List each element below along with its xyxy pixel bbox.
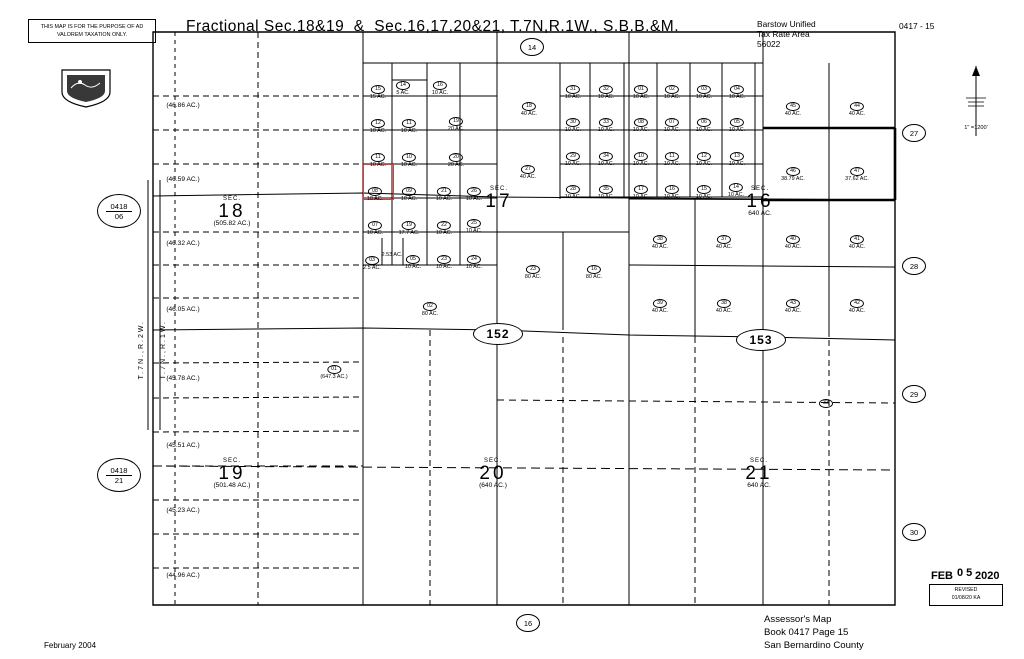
west-acreage-label: (46.05 AC.) xyxy=(166,306,200,313)
parcel-label xyxy=(845,160,869,183)
section-label xyxy=(479,458,507,490)
parcel-label xyxy=(401,112,417,135)
section-number: 19 xyxy=(218,463,246,484)
section-label xyxy=(485,186,512,211)
parcel-number: 07 xyxy=(368,221,382,230)
tax-rate-area-line-1: Barstow Unified xyxy=(757,19,816,29)
parcel-number: 43 xyxy=(786,299,800,308)
parcel-acreage: 10 AC. xyxy=(632,194,650,201)
parcel-label xyxy=(405,248,421,271)
parcel-number: 24 xyxy=(467,255,481,264)
parcel-number: 14 xyxy=(729,183,743,192)
parcel-label xyxy=(448,146,464,169)
parcel-number: 21 xyxy=(437,187,451,196)
assessor-line-3: San Bernardino County xyxy=(764,640,864,651)
parcel-acreage: 40 AC. xyxy=(848,111,866,118)
parcel-label xyxy=(729,78,745,101)
parcel-number: 45 xyxy=(786,102,800,111)
section-acreage: (501.48 AC.) xyxy=(213,482,251,489)
parcel-number: 19 xyxy=(449,117,463,126)
tax-rate-area-line-2: Tax Rate Area xyxy=(757,29,810,39)
tax-rate-area-line-3: 56022 xyxy=(757,39,781,49)
highway-shield: 153 xyxy=(736,329,786,351)
parcel-acreage: 40 AC. xyxy=(715,308,733,315)
parcel-acreage: 10 AC. xyxy=(564,194,582,201)
parcel-number: 30 xyxy=(566,118,580,127)
parcel-number: 44 xyxy=(850,102,864,111)
book-number: 0418 xyxy=(110,201,128,211)
parcel-label xyxy=(785,292,801,315)
parcel-acreage: 2.53 AC. xyxy=(381,252,403,258)
parcel-number: 09 xyxy=(402,187,416,196)
parcel-number: 37 xyxy=(717,235,731,244)
county-seal xyxy=(58,66,114,108)
parcel-acreage: 40 AC. xyxy=(784,111,802,118)
parcel-number: 34 xyxy=(599,152,613,161)
parcel-acreage: 10 AC. xyxy=(435,264,453,271)
parcel-label xyxy=(436,214,452,237)
parcel-label xyxy=(363,249,381,272)
parcel-acreage: 10 AC. xyxy=(465,228,483,235)
edge-circle: 30 xyxy=(902,523,926,541)
parcel-number: 46 xyxy=(786,167,800,176)
parcel-number: 16 xyxy=(587,265,601,274)
parcel-number: 06 xyxy=(697,118,711,127)
parcel-acreage: 10 AC. xyxy=(366,196,384,203)
parcel-acreage: 40 AC. xyxy=(651,244,669,251)
parcel-label xyxy=(466,248,482,271)
parcel-label xyxy=(849,292,865,315)
parcel-acreage: 10 AC. xyxy=(695,94,713,101)
parcel-acreage: 10 AC. xyxy=(564,161,582,168)
parcel-acreage: 10 AC. xyxy=(695,161,713,168)
parcel-acreage: 10 AC. xyxy=(400,162,418,169)
parcel-acreage: 10 AC. xyxy=(632,94,650,101)
parcel-acreage: 10 AC. xyxy=(564,94,582,101)
parcel-number: 16 xyxy=(433,81,447,90)
parcel-label xyxy=(664,178,680,201)
parcel-label xyxy=(696,78,712,101)
parcel-acreage: 10 AC. xyxy=(597,194,615,201)
parcel-label xyxy=(436,180,452,203)
parcel-label xyxy=(399,214,420,237)
stamp-year: 2020 xyxy=(975,570,1000,582)
parcel-number: 38 xyxy=(653,235,667,244)
section-number: 21 xyxy=(745,463,773,484)
parcel-acreage: 38.79 AC. xyxy=(781,176,805,183)
parcel-number: 15 xyxy=(371,85,385,94)
parcel-label xyxy=(367,180,383,203)
parcel-number: 01 xyxy=(327,365,341,374)
parcel-number: 05 xyxy=(406,255,420,264)
edge-circle: 29 xyxy=(902,385,926,403)
edge-circle: 16 xyxy=(516,614,540,632)
stamp-day: 0 5 xyxy=(957,567,973,579)
parcel-label xyxy=(716,292,732,315)
parcel-number: 11 xyxy=(371,153,385,162)
section-word: SEC. xyxy=(222,196,241,202)
revised-date: 01/08/20 KA xyxy=(951,594,981,601)
parcel-label xyxy=(401,180,417,203)
parcel-acreage: (647.3 AC.) xyxy=(320,374,348,381)
section-number: 20 xyxy=(479,463,507,484)
parcel-acreage: 40 AC. xyxy=(715,244,733,251)
parcel-number: 39 xyxy=(653,299,667,308)
ad-valorem-note-text: THIS MAP IS FOR THE PURPOSE OF AD VALOREM TAXATION ONLY. xyxy=(40,24,144,39)
parcel-acreage: 17.7 AC. xyxy=(398,230,420,237)
parcel-number: 42 xyxy=(850,299,864,308)
stamp-month: FEB xyxy=(931,570,953,582)
parcel-label xyxy=(664,145,680,168)
parcel-number: 25 xyxy=(467,219,481,228)
parcel-acreage: 40 AC. xyxy=(848,308,866,315)
parcel-acreage: 10 AC. xyxy=(431,90,449,97)
parcel-label xyxy=(598,178,614,201)
parcel-label xyxy=(422,295,438,318)
parcel-number: 33 xyxy=(819,399,833,408)
parcel-label xyxy=(466,180,482,203)
parcel-number: 11 xyxy=(665,152,679,161)
parcel-acreage: 10 AC. xyxy=(632,161,650,168)
parcel-label xyxy=(728,176,744,199)
section-label xyxy=(746,186,773,218)
parcel-number: 35 xyxy=(599,185,613,194)
parcel-acreage: 40 AC. xyxy=(784,308,802,315)
edge-circle: 28 xyxy=(902,257,926,275)
section-number: 18 xyxy=(218,201,246,222)
ad-valorem-note xyxy=(28,19,156,43)
parcel-acreage: 10 AC. xyxy=(663,94,681,101)
parcel-number: 29 xyxy=(566,152,580,161)
parcel-label xyxy=(565,111,581,134)
parcel-number: 02 xyxy=(665,85,679,94)
parcel-label xyxy=(598,111,614,134)
parcel-label xyxy=(664,111,680,134)
parcel-label xyxy=(696,178,712,201)
parcel-label xyxy=(849,228,865,251)
section-label xyxy=(213,196,250,228)
section-label xyxy=(213,458,250,490)
parcel-acreage: 10 AC. xyxy=(369,128,387,135)
parcel-number: 03 xyxy=(365,256,379,265)
township-label-r2w: T.7N.,R.2W. xyxy=(138,320,145,380)
west-acreage-label: (45.23 AC.) xyxy=(166,507,200,514)
parcel-number: 27 xyxy=(521,165,535,174)
parcel-number: 08 xyxy=(368,187,382,196)
parcel-acreage: 10 AC. xyxy=(435,230,453,237)
parcel-label xyxy=(370,146,386,169)
parcel-label xyxy=(696,145,712,168)
parcel-acreage: 10 AC. xyxy=(435,196,453,203)
west-acreage-label: (44.96 AC.) xyxy=(166,572,200,579)
parcel-label xyxy=(520,158,536,181)
parcel-label xyxy=(565,178,581,201)
parcel-acreage: 10 AC. xyxy=(632,127,650,134)
parcel-acreage: 5 AC. xyxy=(396,90,410,97)
parcel-label xyxy=(432,74,448,97)
section-acreage: 640 AC. xyxy=(748,210,772,217)
parcel-acreage: 20 AC. xyxy=(447,126,465,133)
section-acreage: (640 AC.) xyxy=(479,482,507,489)
page-number: 06 xyxy=(106,211,132,221)
parcel-label xyxy=(382,252,403,258)
parcel-label xyxy=(633,178,649,201)
parcel-number: 14 xyxy=(396,81,410,90)
parcel-number: 23 xyxy=(437,255,451,264)
revised-box xyxy=(929,584,1003,606)
west-acreage-label: (45.78 AC.) xyxy=(166,375,200,382)
west-acreage-label: (46.86 AC.) xyxy=(166,102,200,109)
parcel-number: 10 xyxy=(402,153,416,162)
parcel-number: 22 xyxy=(437,221,451,230)
parcel-number: 13 xyxy=(730,152,744,161)
parcel-number: 17 xyxy=(634,185,648,194)
parcel-label xyxy=(785,228,801,251)
parcel-label xyxy=(696,111,712,134)
parcel-acreage: 10 AC. xyxy=(465,196,483,203)
parcel-label xyxy=(466,212,482,235)
parcel-number: 05 xyxy=(730,118,744,127)
parcel-label xyxy=(633,145,649,168)
parcel-number: 28 xyxy=(566,185,580,194)
parcel-number: 01 xyxy=(634,85,648,94)
parcel-acreage: 10 AC. xyxy=(695,127,713,134)
section-word: SEC. xyxy=(483,458,503,464)
parcel-number: 38 xyxy=(717,299,731,308)
parcel-label xyxy=(716,228,732,251)
parcel-acreage: 10 AC. xyxy=(369,162,387,169)
highway-shield: 152 xyxy=(473,323,523,345)
map-id: 0417 - 15 xyxy=(899,21,935,31)
parcel-number: 02 xyxy=(423,302,437,311)
parcel-number: 23 xyxy=(526,265,540,274)
parcel-acreage: 10 AC. xyxy=(727,192,745,199)
parcel-acreage: 10 AC. xyxy=(663,127,681,134)
section-number: 16 xyxy=(746,191,774,212)
parcel-number: 10 xyxy=(634,152,648,161)
parcel-label xyxy=(633,111,649,134)
parcel-acreage: 10 AC. xyxy=(400,196,418,203)
west-acreage-label: (46.32 AC.) xyxy=(166,240,200,247)
scale-label: 1" =1200' xyxy=(964,125,988,131)
parcel-label xyxy=(849,95,865,118)
book-page-tag xyxy=(97,458,141,492)
parcel-acreage: 80 AC. xyxy=(421,311,439,318)
parcel-acreage: 10 AC. xyxy=(564,127,582,134)
section-number: 17 xyxy=(485,191,513,212)
section-word: SEC. xyxy=(489,186,509,192)
section-acreage: 640 AC. xyxy=(747,482,771,489)
assessor-line-1: Assessor's Map xyxy=(764,614,832,625)
parcel-acreage: 2.5 AC. xyxy=(363,265,381,272)
parcel-label xyxy=(370,112,386,135)
parcel-label xyxy=(525,258,541,281)
parcel-label xyxy=(729,145,745,168)
section-word: SEC. xyxy=(222,458,241,464)
parcel-label xyxy=(401,146,417,169)
parcel-number: 12 xyxy=(371,119,385,128)
book-number: 0418 xyxy=(110,465,128,475)
parcel-label xyxy=(785,95,801,118)
parcel-acreage: 10 AC. xyxy=(728,127,746,134)
parcel-acreage: 10 AC. xyxy=(597,94,615,101)
assessor-line-2: Book 0417 Page 15 xyxy=(764,627,849,638)
parcel-number: 32 xyxy=(599,85,613,94)
parcel-number: 19 xyxy=(402,221,416,230)
parcel-number: 12 xyxy=(697,152,711,161)
parcel-number: 11 xyxy=(402,119,416,128)
parcel-label xyxy=(370,78,386,101)
parcel-acreage: 10 AC. xyxy=(404,264,422,271)
parcel-acreage: 40 AC. xyxy=(520,111,538,118)
west-acreage-label: (45.51 AC.) xyxy=(166,442,200,449)
parcel-number: 16 xyxy=(665,185,679,194)
section-word: SEC. xyxy=(750,186,770,192)
book-page-tag xyxy=(97,194,141,228)
parcel-label xyxy=(598,78,614,101)
parcel-label xyxy=(781,160,805,183)
parcel-acreage: 10 AC. xyxy=(728,94,746,101)
parcel-number: 20 xyxy=(449,153,463,162)
page-number: 21 xyxy=(106,475,132,485)
parcel-label xyxy=(729,111,745,134)
parcel-label xyxy=(565,145,581,168)
township-label-r1w: T.7N.,R.1W. xyxy=(160,320,167,380)
parcel-number: 07 xyxy=(665,118,679,127)
section-acreage: (505.82 AC.) xyxy=(213,220,251,227)
parcel-label xyxy=(436,248,452,271)
parcel-acreage: 10 AC. xyxy=(597,161,615,168)
parcel-acreage: 40 AC. xyxy=(848,244,866,251)
parcel-acreage: 80 AC. xyxy=(585,274,603,281)
parcel-acreage: 40 AC. xyxy=(651,308,669,315)
parcel-label xyxy=(598,145,614,168)
parcel-acreage: 40 AC. xyxy=(784,244,802,251)
parcel-label xyxy=(367,214,383,237)
parcel-number: 15 xyxy=(697,185,711,194)
parcel-label xyxy=(521,95,537,118)
parcel-number: 04 xyxy=(730,85,744,94)
parcel-label xyxy=(448,110,464,133)
edge-circle: 14 xyxy=(520,38,544,56)
west-acreage-label: (46.59 AC.) xyxy=(166,176,200,183)
parcel-label xyxy=(320,358,347,381)
parcel-label xyxy=(586,258,602,281)
parcel-number: 18 xyxy=(522,102,536,111)
parcel-acreage: 10 AC. xyxy=(663,194,681,201)
parcel-label xyxy=(652,292,668,315)
parcel-number: 47 xyxy=(850,167,864,176)
parcel-acreage: 10 AC. xyxy=(465,264,483,271)
parcel-number: 31 xyxy=(566,85,580,94)
parcel-number: 40 xyxy=(786,235,800,244)
parcel-label xyxy=(396,74,410,97)
parcel-number: 33 xyxy=(599,118,613,127)
revised-label: REVISED xyxy=(954,587,978,593)
parcel-acreage: 80 AC. xyxy=(524,274,542,281)
parcel-label xyxy=(633,78,649,101)
parcel-label xyxy=(819,392,833,408)
parcel-acreage: 10 AC. xyxy=(663,161,681,168)
parcel-label xyxy=(664,78,680,101)
parcel-acreage: 40 AC. xyxy=(519,174,537,181)
parcel-acreage: 20 AC. xyxy=(447,162,465,169)
section-word: SEC. xyxy=(749,458,769,464)
map-date: February 2004 xyxy=(44,641,97,650)
parcel-acreage: 37.62 AC. xyxy=(845,176,869,183)
parcel-number: 03 xyxy=(697,85,711,94)
edge-circle: 27 xyxy=(902,124,926,142)
map-title: Fractional Sec.18&19 & Sec.16,17,20&21, T.7N,R.1W., S.B.B.&M. xyxy=(186,18,680,35)
parcel-acreage: 10 AC. xyxy=(695,194,713,201)
parcel-label xyxy=(565,78,581,101)
parcel-acreage: 10 AC. xyxy=(597,127,615,134)
parcel-acreage: 10 AC. xyxy=(366,230,384,237)
parcel-label xyxy=(652,228,668,251)
parcel-number: 08 xyxy=(634,118,648,127)
parcel-acreage: 10 AC. xyxy=(400,128,418,135)
parcel-number: 41 xyxy=(850,235,864,244)
parcel-number: 26 xyxy=(467,187,481,196)
parcel-acreage: 15 AC. xyxy=(369,94,387,101)
parcel-acreage: 10 AC. xyxy=(728,161,746,168)
section-label xyxy=(745,458,772,490)
